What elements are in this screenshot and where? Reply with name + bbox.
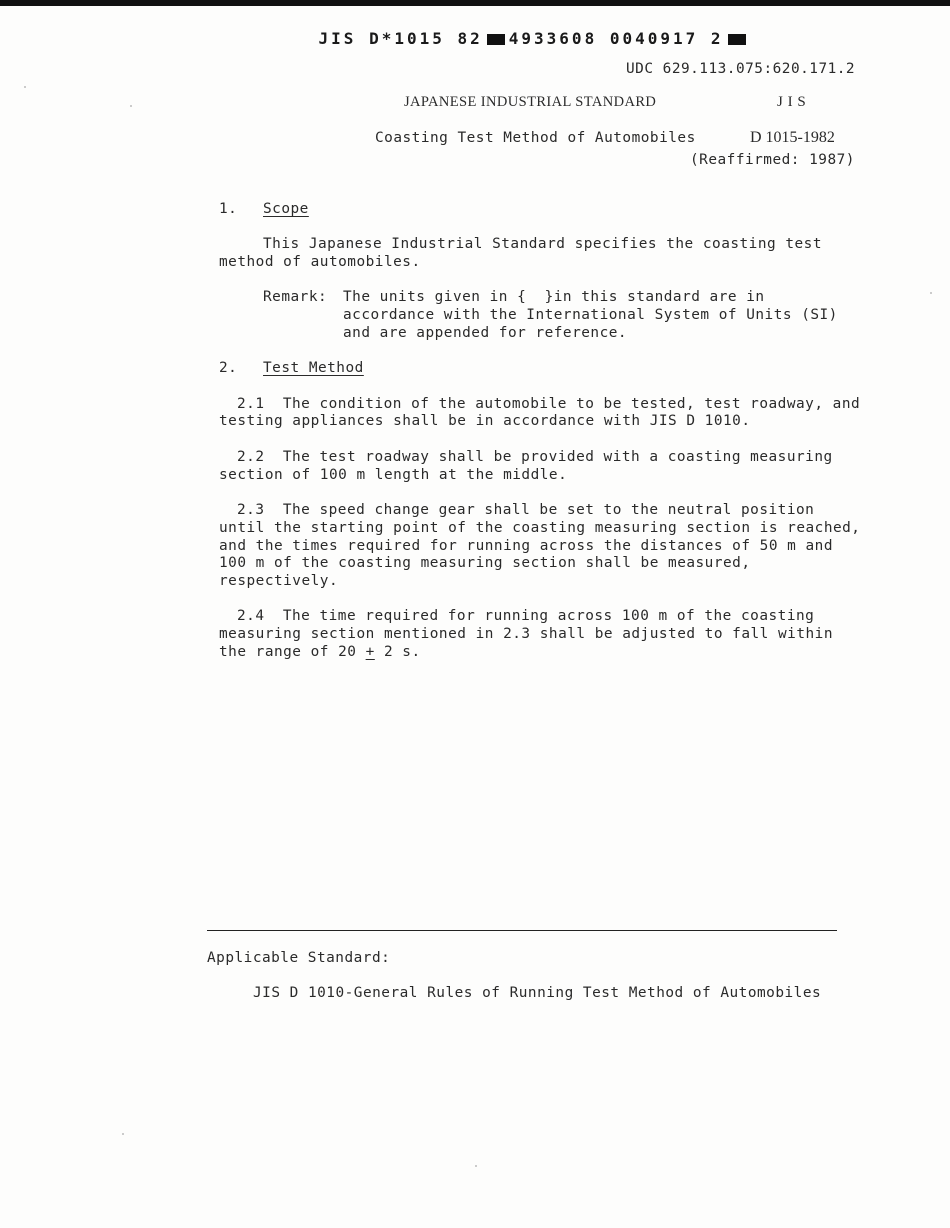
clause-2-4-line-2: measuring section mentioned in 2.3 shall be adjusted to fall within [219,626,833,642]
plus-minus-sign: + [365,644,375,660]
jis-mark: J I S [777,94,807,110]
clause-2-2-line-2: section of 100 m length at the middle. [219,467,568,483]
clause-2-3-line-2: until the starting point of the coasting measuring section is reached, [219,520,861,536]
scan-speck [24,86,26,88]
clause-2-4-line-3 [219,644,421,662]
section-1-title: Scope [263,201,309,217]
clause-2-3-line-5: respectively. [219,573,339,589]
document-code-header [268,10,750,67]
redaction-block [728,34,746,45]
document-code-part1: JIS D*1015 82 [318,29,483,48]
applicable-standard-label: Applicable Standard: [207,950,391,966]
section-2-title: Test Method [263,360,364,376]
org-title: JAPANESE INDUSTRIAL STANDARD [404,94,657,110]
scope-body-line-2: method of automobiles. [219,254,421,270]
clause-2-3-line-3: and the times required for running across the distances of 50 m and [219,538,833,554]
clause-2-4-range-prefix: the range of 20 [219,644,366,660]
section-1-number: 1. [219,201,238,217]
document-title: Coasting Test Method of Automobiles [375,130,696,146]
document-number: D 1015-1982 [750,129,835,146]
clause-2-2-line-1: 2.2 The test roadway shall be provided with a coasting measuring [237,449,833,465]
clause-2-1-line-1: 2.1 The condition of the automobile to be tested, test roadway, and [237,396,861,412]
scan-speck [930,292,932,294]
remark-line-2: accordance with the International System of Units (SI) [343,307,838,323]
udc-number: UDC 629.113.075:620.171.2 [626,61,856,77]
remark-line-3: and are appended for reference. [343,325,628,341]
section-2-number: 2. [219,360,238,376]
clause-2-3-line-4: 100 m of the coasting measuring section shall be measured, [219,555,751,571]
scope-body-line-1: This Japanese Industrial Standard specifies the coasting test [263,236,822,252]
document-code-part2: 4933608 0040917 2 [508,29,724,48]
scan-speck [130,105,132,107]
remark-line-1: The units given in { }in this standard are in [343,289,765,305]
applicable-standard-reference: JIS D 1010-General Rules of Running Test Method of Automobiles [253,985,822,1001]
clause-2-4-range-suffix: 2 s. [374,644,421,660]
clause-2-4-line-1: 2.4 The time required for running across 100 m of the coasting [237,608,815,624]
footnote-divider [207,930,837,931]
scan-top-edge [0,0,950,6]
clause-2-1-line-2: testing appliances shall be in accordance with JIS D 1010. [219,413,751,429]
scan-speck [122,1133,124,1135]
reaffirmed-note: (Reaffirmed: 1987) [690,152,855,168]
remark-label: Remark: [263,289,328,305]
scan-speck [475,1165,477,1167]
redaction-block [487,34,505,45]
clause-2-3-line-1: 2.3 The speed change gear shall be set to the neutral position [237,502,815,518]
